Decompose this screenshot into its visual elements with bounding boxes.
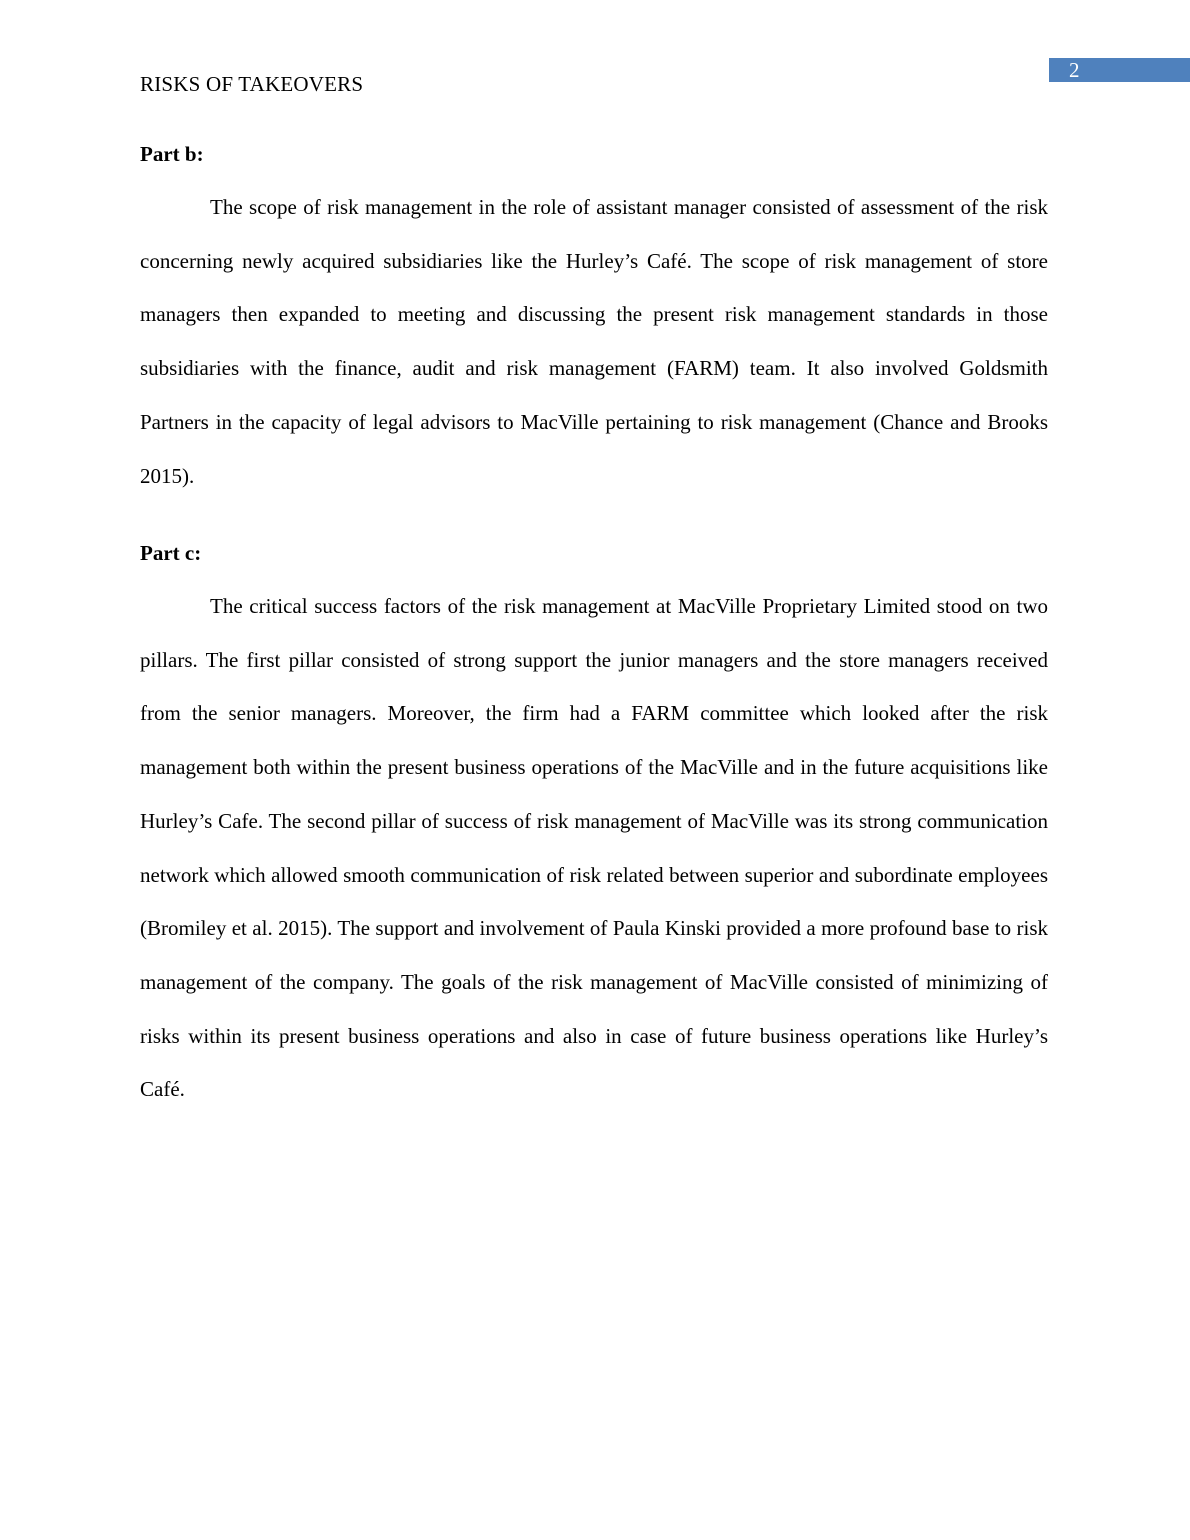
running-head: RISKS OF TAKEOVERS: [140, 72, 364, 96]
paragraph-part-c: The critical success factors of the risk management at MacVille Proprietary Limited stood on two pillars. The first pillar consisted of strong support the junior managers and the store managers received from the senior managers. Moreover, the firm had a FARM committee which looked after the risk management both within the present business operations of the MacVille and in the future acquisitions like Hurley’s Cafe. The second pillar of success of risk management of MacVille was its strong communication network which allowed smooth communication of risk related between superior and subordinate employees (Bromiley et al. 2015). The support and involvement of Paula Kinski provided a more profound base to risk management of the company. The goals of the risk management of MacVille consisted of minimizing of risks within its present business operations and also in case of future business operations like Hurley’s Café.: [140, 594, 1048, 1102]
paragraph-part-b: The scope of risk management in the role of assistant manager consisted of assessment of the risk concerning newly acquired subsidiaries like the Hurley’s Café. The scope of risk management of store managers then expanded to meeting and discussing the present risk management standards in those subsidiaries with the finance, audit and risk management (FARM) team. It also involved Goldsmith Partners in the capacity of legal advisors to MacVille pertaining to risk management (Chance and Brooks 2015).: [140, 195, 1048, 488]
section-heading-part-c: Part c:: [140, 541, 202, 565]
page-number-badge: [1049, 58, 1190, 82]
page-number: 2: [1069, 58, 1080, 82]
section-heading-part-b: Part b:: [140, 142, 204, 166]
